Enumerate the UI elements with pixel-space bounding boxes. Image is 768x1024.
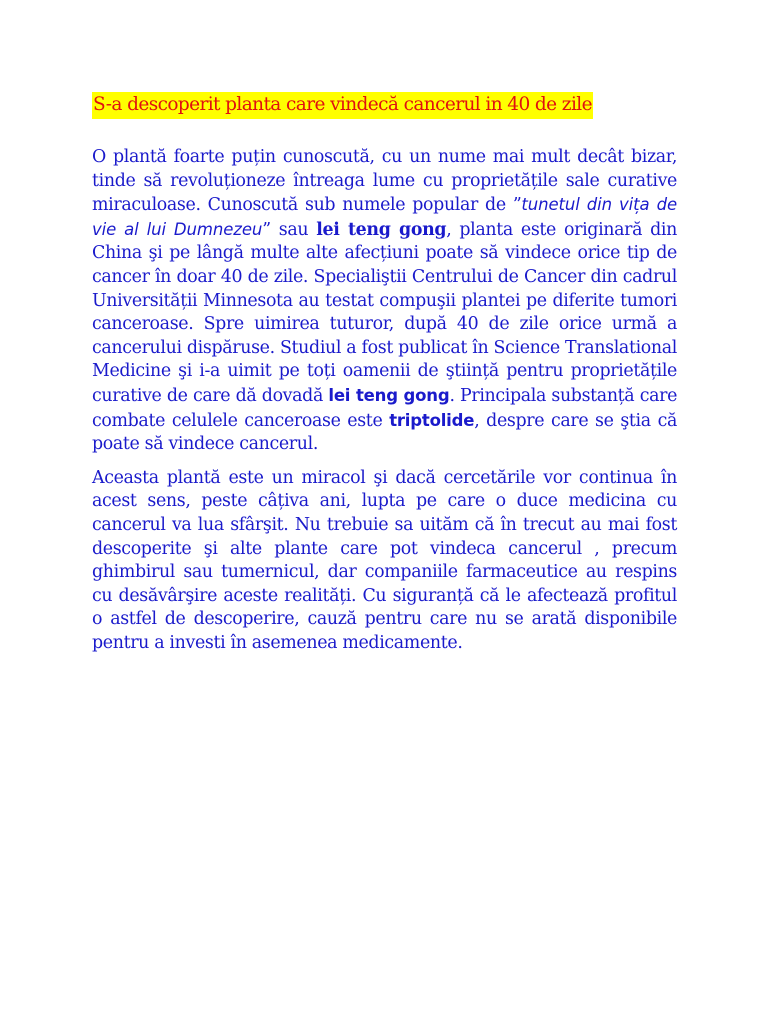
paragraph-1-text-b: ” sau — [262, 219, 309, 240]
document-title: S-a descoperit planta care vindecă cancerul in 40 de zile — [92, 92, 593, 119]
paragraph-1-text-a: O plantă foarte puțin cunoscută, cu un nume mai mult decât bizar, tinde să revoluționeze întreaga lume cu proprietățile sale curative miraculoase. Cunoscută sub numele popular de ” — [92, 147, 677, 216]
paragraph-1-text-d: . Principala substanță care combate celulele canceroase este — [92, 385, 678, 431]
document-page — [92, 90, 677, 655]
paragraph-1 — [92, 146, 677, 457]
title-line — [92, 90, 677, 120]
paragraph-2: Aceasta plantă este un miracol şi dacă cercetările vor continua în acest sens, peste câțiva ani, lupta pe care o duce medicina cu cancerul va lua sfârşit. Nu trebuie sa uităm că în trecut au mai fost descoperite şi alte plante care pot vindeca cancerul , precum ghimbirul sau tumernicul, dar companiile farmaceutice au respins cu desăvârşire aceste realități. Cu siguranță că le afectează profitul o astfel de descoperire, cauză pentru care nu se arată disponibile pentru a investi în asemenea medicamente. — [92, 467, 677, 653]
paragraph-1-text-e: , despre care se ştia că poate să vindece cancerul. — [92, 410, 677, 455]
substance-name-bold: triptolide — [389, 410, 475, 430]
plant-popular-name: tunetul din vița de vie al lui Dumnezeu — [92, 195, 677, 239]
plant-name-bold-2: lei teng gong — [328, 385, 450, 405]
plant-name-bold-1: lei teng gong — [316, 219, 447, 240]
paragraph-1-text-c: , planta este originară din China şi pe lângă multe alte afecțiuni poate să vindece orice tip de cancer în doar 40 de zile. Specialiştii Centrului de Cancer din cadrul Universității Minnesota au testat compuşii plantei pe diferite tumori canceroase. Spre uimirea tuturor, după 40 de zile orice urmă a cancerului dispăruse. Studiul a fost publicat în Science Translational Medicine şi i-a uimit pe toți oamenii de ştiință pentru proprietățile curative de care dă dovadă — [92, 219, 677, 406]
